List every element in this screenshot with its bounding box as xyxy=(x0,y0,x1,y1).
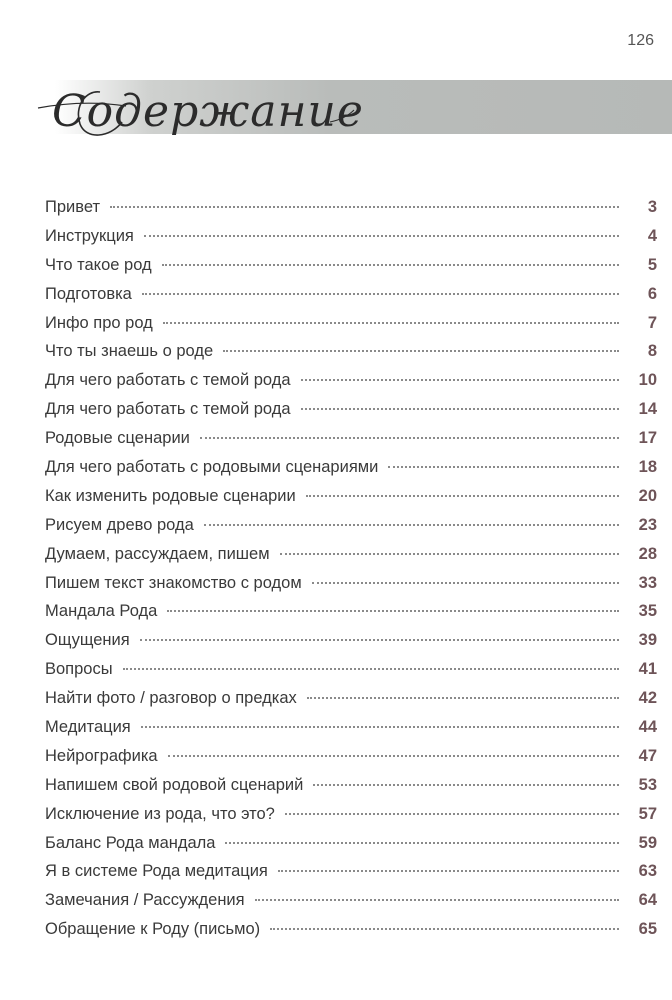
toc-dot-leader xyxy=(110,206,619,208)
toc-dot-leader xyxy=(301,408,619,410)
toc-entry-page: 4 xyxy=(647,226,657,245)
toc-entry[interactable] xyxy=(45,689,657,718)
toc-entry-page: 10 xyxy=(638,371,657,390)
toc-entry-page: 35 xyxy=(638,602,657,621)
toc-dot-leader xyxy=(167,610,619,612)
toc-dot-leader xyxy=(142,293,619,295)
toc-dot-leader xyxy=(306,495,619,497)
toc-entry-page: 17 xyxy=(638,429,657,448)
toc-entry[interactable] xyxy=(45,285,657,314)
toc-entry-page: 6 xyxy=(647,284,657,303)
toc-entry-label: Думаем, рассуждаем, пишем xyxy=(45,544,270,563)
toc-dot-leader xyxy=(223,350,619,352)
toc-entry-label: Рисуем древо рода xyxy=(45,515,194,534)
toc-entry[interactable] xyxy=(45,198,657,227)
toc-dot-leader xyxy=(162,264,619,266)
toc-entry-label: Я в системе Рода медитация xyxy=(45,862,268,881)
toc-entry-page: 41 xyxy=(638,660,657,679)
toc-entry-label: Для чего работать с родовыми сценариями xyxy=(45,458,379,477)
toc-dot-leader xyxy=(140,639,619,641)
toc-entry-label: Медитация xyxy=(45,718,131,737)
toc-entry[interactable] xyxy=(45,776,657,805)
toc-entry-page: 39 xyxy=(638,631,657,650)
toc-entry-page: 18 xyxy=(638,458,657,477)
toc-dot-leader xyxy=(312,582,619,584)
toc-entry-page: 42 xyxy=(638,689,657,708)
toc-entry-page: 28 xyxy=(638,544,657,563)
toc-dot-leader xyxy=(301,379,619,381)
toc-entry-page: 3 xyxy=(647,198,657,216)
toc-entry[interactable] xyxy=(45,545,657,574)
toc-entry[interactable] xyxy=(45,400,657,429)
toc-entry[interactable] xyxy=(45,314,657,343)
toc-entry[interactable] xyxy=(45,834,657,863)
toc-entry-page: 44 xyxy=(638,718,657,737)
toc-dot-leader xyxy=(204,524,619,526)
toc-entry-label: Замечания / Рассуждения xyxy=(45,891,245,910)
toc-entry-label: Вопросы xyxy=(45,660,113,679)
toc-entry-label: Ощущения xyxy=(45,631,130,650)
toc-entry[interactable] xyxy=(45,429,657,458)
toc-entry[interactable] xyxy=(45,256,657,285)
toc-entry[interactable] xyxy=(45,920,657,949)
toc-entry[interactable] xyxy=(45,371,657,400)
toc-entry-page: 23 xyxy=(638,515,657,534)
toc-entry-label: Подготовка xyxy=(45,284,132,303)
toc-dot-leader xyxy=(388,466,619,468)
toc-entry-page: 59 xyxy=(638,833,657,852)
toc-dot-leader xyxy=(313,784,619,786)
toc-entry-label: Мандала Рода xyxy=(45,602,158,621)
toc-entry-page: 64 xyxy=(638,891,657,910)
toc-entry-label: Что ты знаешь о роде xyxy=(45,342,214,361)
toc-entry[interactable] xyxy=(45,805,657,834)
toc-entry[interactable] xyxy=(45,891,657,920)
toc-dot-leader xyxy=(141,726,619,728)
toc-entry[interactable] xyxy=(45,487,657,516)
toc-entry-label: Пишем текст знакомство с родом xyxy=(45,573,302,592)
toc-entry-label: Для чего работать с темой рода xyxy=(45,371,291,390)
toc-entry-page: 33 xyxy=(638,573,657,592)
toc-entry[interactable] xyxy=(45,458,657,487)
toc-dot-leader xyxy=(123,668,619,670)
toc-entry-label: Что такое род xyxy=(45,255,152,274)
toc-entry-page: 63 xyxy=(638,862,657,881)
toc-entry-label: Как изменить родовые сценарии xyxy=(45,486,296,505)
page-number: 126 xyxy=(627,32,654,49)
table-of-contents xyxy=(45,198,657,949)
toc-entry-page: 14 xyxy=(638,400,657,419)
toc-entry-page: 7 xyxy=(647,313,657,332)
toc-entry-page: 65 xyxy=(638,920,657,939)
toc-entry-page: 53 xyxy=(638,775,657,794)
toc-dot-leader xyxy=(280,553,619,555)
toc-entry-label: Инструкция xyxy=(45,226,134,245)
toc-entry-label: Нейрографика xyxy=(45,746,158,765)
toc-entry-label: Исключение из рода, что это? xyxy=(45,804,275,823)
toc-entry-label: Найти фото / разговор о предках xyxy=(45,689,297,708)
toc-dot-leader xyxy=(278,870,619,872)
toc-entry-page: 57 xyxy=(638,804,657,823)
toc-entry-label: Родовые сценарии xyxy=(45,429,190,448)
toc-dot-leader xyxy=(225,842,619,844)
page-title: Содержание xyxy=(52,86,364,137)
toc-entry[interactable] xyxy=(45,574,657,603)
toc-entry-label: Для чего работать с темой рода xyxy=(45,400,291,419)
toc-dot-leader xyxy=(255,899,619,901)
toc-entry-page: 20 xyxy=(638,486,657,505)
toc-dot-leader xyxy=(200,437,619,439)
toc-entry-page: 47 xyxy=(638,746,657,765)
toc-dot-leader xyxy=(270,928,619,930)
toc-entry[interactable] xyxy=(45,342,657,371)
toc-entry-label: Баланс Рода мандала xyxy=(45,833,216,852)
toc-entry-label: Привет xyxy=(45,198,101,216)
toc-entry[interactable] xyxy=(45,660,657,689)
toc-entry[interactable] xyxy=(45,602,657,631)
toc-entry-label: Инфо про род xyxy=(45,313,153,332)
toc-dot-leader xyxy=(144,235,619,237)
toc-dot-leader xyxy=(168,755,619,757)
toc-dot-leader xyxy=(307,697,619,699)
toc-entry[interactable] xyxy=(45,227,657,256)
toc-entry-page: 8 xyxy=(647,342,657,361)
toc-dot-leader xyxy=(163,322,619,324)
toc-dot-leader xyxy=(285,813,619,815)
toc-entry[interactable] xyxy=(45,718,657,747)
toc-entry-page: 5 xyxy=(647,255,657,274)
toc-entry[interactable] xyxy=(45,516,657,545)
toc-entry[interactable] xyxy=(45,747,657,776)
toc-entry[interactable] xyxy=(45,862,657,891)
toc-entry-label: Напишем свой родовой сценарий xyxy=(45,775,304,794)
toc-entry-label: Обращение к Роду (письмо) xyxy=(45,920,261,939)
toc-entry[interactable] xyxy=(45,631,657,660)
